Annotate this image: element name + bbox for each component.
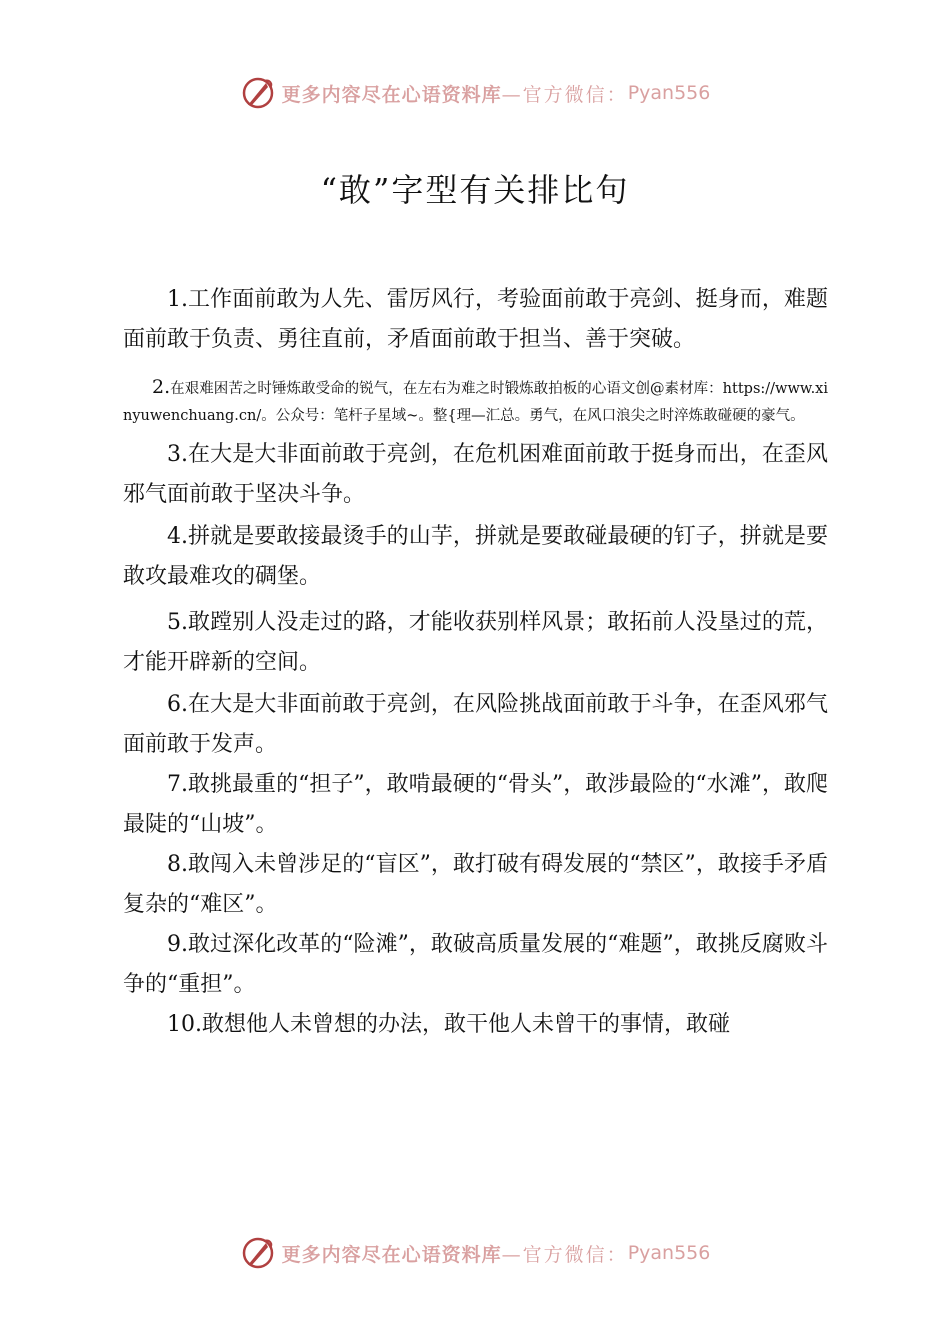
- document-body: [123, 280, 828, 1045]
- paragraph-2: [123, 374, 828, 430]
- paragraph-2-text: 在艰难困苦之时锤炼敢受命的锐气，在左右为难之时锻炼敢拍板的心语文创@素材库：https://www.xinyuwenchuang.cn/。公众号：笔杆子星域~。整{理—汇总。勇气，在风口浪尖之时淬炼敢碰硬的豪气。: [123, 381, 828, 424]
- paragraph-2-number: 2.: [152, 376, 171, 398]
- paragraph-9: 9.敢过深化改革的“险滩”，敢破高质量发展的“难题”，敢挑反腐败斗争的“重担”。: [123, 932, 828, 997]
- paragraph-1: 1.工作面前敢为人先、雷厉风行，考验面前敢于亮剑、挺身而，难题面前敢于负责、勇往直前，矛盾面前敢于担当、善于突破。: [123, 287, 828, 352]
- header-text-wechat-id: Pyan556: [627, 82, 711, 104]
- quill-pen-logo-icon: [240, 75, 276, 111]
- document-title: “敢”字型有关排比句: [320, 171, 630, 209]
- paragraph-6: 6.在大是大非面前敢于亮剑，在风险挑战面前敢于斗争，在歪风邪气面前敢于发声。: [123, 692, 828, 757]
- footer-banner: [0, 1233, 950, 1273]
- footer-text-wechat-id: Pyan556: [627, 1242, 711, 1264]
- header-text-site: 更多内容尽在心语资料库: [281, 83, 502, 106]
- footer-text-site: 更多内容尽在心语资料库: [281, 1243, 502, 1266]
- paragraph-5: 5.敢蹚别人没走过的路，才能收获别样风景；敢拓前人没垦过的荒，才能开辟新的空间。: [123, 610, 828, 675]
- header-text-wechat-label: —官方微信：: [501, 83, 628, 106]
- footer-text-wechat-label: —官方微信：: [501, 1243, 628, 1266]
- header-banner: [0, 73, 950, 113]
- paragraph-4: 4.拼就是要敢接最烫手的山芋，拼就是要敢碰最硬的钉子，拼就是要敢攻最难攻的碉堡。: [123, 524, 828, 589]
- paragraph-10: 10.敢想他人未曾想的办法，敢干他人未曾干的事情，敢碰: [167, 1012, 730, 1037]
- paragraph-8: 8.敢闯入未曾涉足的“盲区”，敢打破有碍发展的“禁区”，敢接手矛盾复杂的“难区”。: [123, 852, 828, 917]
- quill-pen-logo-icon: [240, 1235, 276, 1271]
- paragraph-3: 3.在大是大非面前敢于亮剑，在危机困难面前敢于挺身而出，在歪风邪气面前敢于坚决斗争。: [123, 442, 828, 507]
- paragraph-7: 7.敢挑最重的“担子”，敢啃最硬的“骨头”，敢涉最险的“水滩”，敢爬最陡的“山坡”。: [123, 772, 828, 837]
